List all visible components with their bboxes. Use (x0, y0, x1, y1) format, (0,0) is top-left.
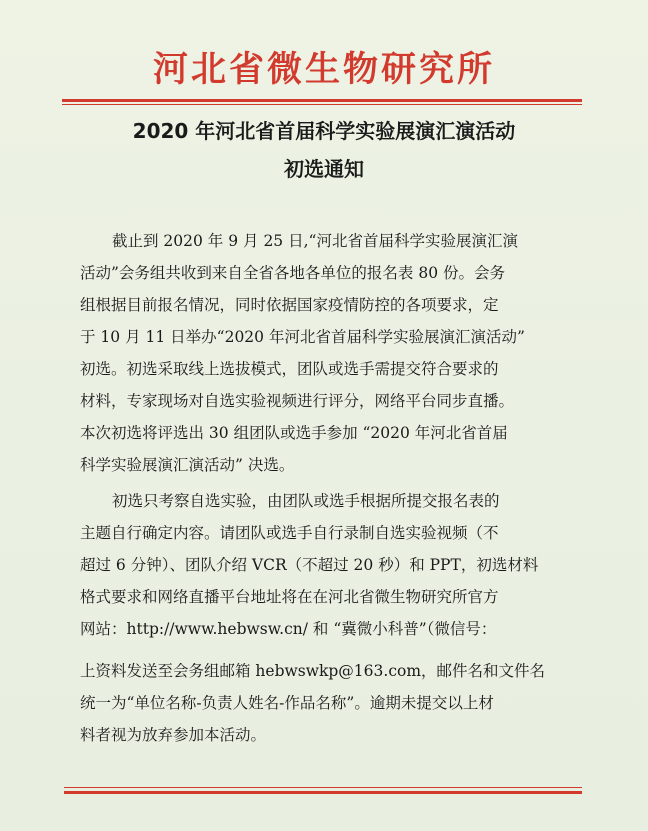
paragraph-1 (80, 225, 580, 481)
paragraph-line: 料者视为放弃参加本活动。 (80, 726, 267, 744)
footer-rule-thin (64, 787, 582, 788)
paragraph-line: 上资料发送至会务组邮箱 hebwswkp@163.com，邮件名和文件名 (80, 662, 546, 680)
paragraph-line: 科学实验展演汇演活动” 决选。 (80, 456, 295, 474)
paragraph-line: 主题自行确定内容。请团队或选手自行录制自选实验视频（不 (80, 524, 499, 542)
paragraph-line: 截止到 2020 年 9 月 25 日,“河北省首届科学实验展演汇演 (112, 232, 518, 250)
paragraph-3 (80, 655, 580, 751)
paragraph-line: 统一为“单位名称-负责人姓名-作品名称”。逾期未提交以上材 (80, 694, 494, 712)
paragraph-line: 活动”会务组共收到来自全省各地各单位的报名表 80 份。会务 (80, 264, 506, 282)
paragraph-line: 网站：http://www.hebwsw.cn/ 和 “冀微小科普”（微信号： (80, 620, 497, 638)
paragraph-line: 本次初选将评选出 30 组团队或选手参加 “2020 年河北省首届 (80, 424, 508, 442)
paragraph-line: 格式要求和网络直播平台地址将在在河北省微生物研究所官方 (80, 588, 499, 606)
paragraph-line: 于 10 月 11 日举办“2020 年河北省首届科学实验展演汇演活动” (80, 328, 525, 346)
paragraph-2 (80, 485, 580, 645)
paragraph-line: 组根据目前报名情况，同时依据国家疫情防控的各项要求，定 (80, 296, 499, 314)
letterhead-rule-thin (62, 104, 582, 105)
paragraph-line: 初选。初选采取线上选拔模式，团队或选手需提交符合要求的 (80, 360, 499, 378)
document-title-line1: 2020 年河北省首届科学实验展演汇演活动 (132, 119, 516, 143)
paragraph-line: 材料，专家现场对自选实验视频进行评分，网络平台同步直播。 (80, 392, 515, 410)
paragraph-line: 超过 6 分钟）、团队介绍 VCR（不超过 20 秒）和 PPT，初选材料 (80, 556, 539, 574)
paragraph-line: 初选只考察自选实验，由团队或选手根据所提交报名表的 (112, 492, 500, 510)
footer-rule-thick (64, 791, 582, 794)
org-letterhead: 河北省微生物研究所 (152, 50, 495, 90)
document-title-line2: 初选通知 (284, 157, 364, 181)
letterhead-rule-thick (62, 99, 582, 102)
